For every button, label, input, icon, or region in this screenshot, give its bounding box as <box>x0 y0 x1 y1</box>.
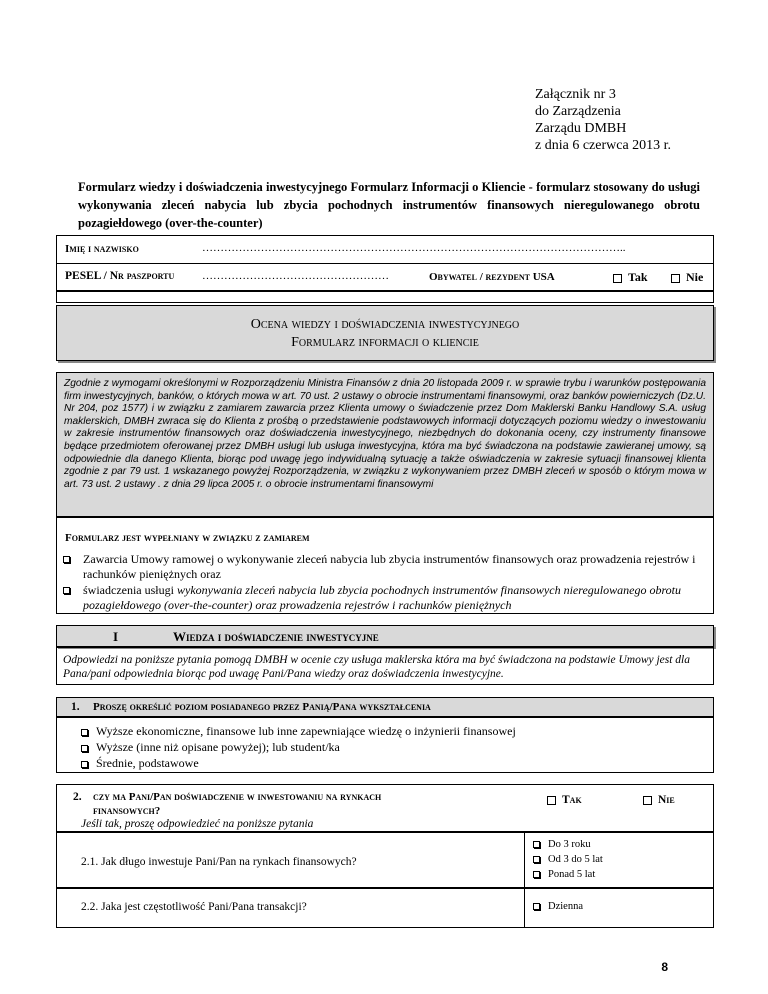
name-label: Imię i nazwisko <box>65 243 139 255</box>
purpose-option-1-text: Zawarcia Umowy ramowej o wykonywanie zleceń nabycia lub zbycia instrumentów finansowych oraz prowadzenia rejestrów i rachunków pieniężnych oraz <box>83 552 696 581</box>
pesel-label-text: PESEL / Nr paszportu <box>65 270 175 282</box>
section-1-title: Wiedza i doświadczenie inwestycyjne <box>173 629 379 644</box>
identity-table <box>56 235 714 291</box>
checkbox-icon[interactable] <box>643 796 652 805</box>
checkbox-icon[interactable] <box>547 796 556 805</box>
q1-header <box>56 697 714 717</box>
checkbox-icon[interactable] <box>533 903 540 910</box>
q1-option[interactable] <box>81 756 199 771</box>
heading-line-1: Ocena wiedzy i doświadczenia inwestycyjnego <box>250 317 520 332</box>
usa-label: Obywatel / rezydent USA <box>429 271 555 283</box>
page-number: 8 <box>661 960 668 974</box>
checkbox-icon[interactable] <box>81 761 88 768</box>
purpose-option-2-start: świadczenia usługi <box>83 583 177 597</box>
assessment-heading <box>56 305 714 361</box>
heading-line-2: Formularz informacji o kliencie <box>291 335 479 350</box>
q2-1-options <box>524 832 714 888</box>
annex-line: Zarządu DMBH <box>535 121 627 136</box>
q2-1-question <box>56 832 525 888</box>
pesel-row <box>57 264 713 290</box>
q1-option-label: Wyższe ekonomiczne, finansowe lub inne zapewniające wiedzę o inżynierii finansowej <box>96 724 516 738</box>
purpose-option-1[interactable] <box>63 552 703 582</box>
purpose-heading: Formularz jest wypełniany w związku z zamiarem <box>65 532 310 544</box>
q1-option[interactable] <box>81 724 516 739</box>
q2-text-line-2: finansowych? <box>93 805 161 817</box>
annex-block <box>535 86 671 154</box>
annex-line: z dnia 6 czerwca 2013 r. <box>535 138 672 153</box>
usa-no-label: Nie <box>686 270 704 284</box>
document-title: Formularz wiedzy i doświadczenia inwestycyjnego Formularz Informacji o Kliencie - formularz stosowany do usługi wykonywania zleceń nabycia lub zbycia pochodnych instrumentów finansowych nieregulowanego obrotu pozagiełdowego (over-the-counter) <box>78 180 700 230</box>
purpose-option-2-text <box>83 583 703 613</box>
q2-1-text: 2.1. Jak długo inwestuje Pani/Pan na rynkach finansowych? <box>81 856 357 868</box>
checkbox-icon[interactable] <box>533 841 540 848</box>
legal-notice: Zgodnie z wymogami określonymi w Rozporządzeniu Ministra Finansów z dnia 20 listopada 2009 r. w sprawie trybu i warunków postępowania firm inwestycyjnych, banków, o których mowa w art. 70 ust. 2 ustawy o obrocie instrumentami finansowymi, oraz banków powierniczych (Dz.U. Nr 204, poz 1577) i w związku z zamiarem zawarcia przez Klienta umowy o świadczenie przez Dom Maklerski Banku Handlowy S.A. usług maklerskich, DMBH zwraca się do Klienta z prośbą o przedstawienie podstawowych informacji dotyczących poziomu wiedzy o inwestowaniu w zakresie instrumentów finansowych oraz doświadczenia inwestycyjnego, niezbędnych do dokonania oceny, czy instrumenty finansowe będące przedmiotem oferowanej przez DMBH usługi lub usługa inwestycyjna, która ma być świadczona na podstawie zawieranej umowy, są odpowiednie dla danego Klienta, biorąc pod uwagę jego indywidualną sytuację a także oświadczenia w zakresie sytuacji finansowej klienta zgodnie z par 79 ust. 1 wskazanego powyżej Rozporządzenia, w związku z wykonywaniem przez DMBH zleceń w sposób o którym mowa w art. 73 ust. 2 ustawy . z dnia 29 lipca 2005 r. o obrocie instrumentami finansowymi <box>56 372 714 517</box>
checkbox-icon[interactable] <box>671 274 680 283</box>
q1-options <box>56 717 714 773</box>
purpose-option-2[interactable] <box>63 583 703 613</box>
pesel-field[interactable]: …………………………………………… <box>202 270 389 282</box>
q1-option-label: Wyższe (inne niż opisane powyżej); lub student/ka <box>96 740 340 754</box>
q2-1-option-label: Od 3 do 5 lat <box>548 854 603 865</box>
q2-1-option[interactable] <box>533 869 595 880</box>
q2-note: Jeśli tak, proszę odpowiedzieć na poniższe pytania <box>81 818 314 830</box>
section-1-number: I <box>113 629 119 644</box>
checkbox-icon[interactable] <box>81 729 88 736</box>
q2-2-options <box>524 888 714 928</box>
q2-text-line-1: czy ma Pani/Pan doświadczenie w inwestowaniu na rynkach <box>93 791 382 803</box>
q2-no-label: Nie <box>658 794 675 806</box>
usa-yes-label: Tak <box>628 270 648 284</box>
name-field[interactable]: …………………………………………………………………………………………………….. <box>202 242 626 254</box>
q2-yes-label: Tak <box>562 794 582 806</box>
q2-2-question <box>56 888 525 928</box>
pesel-label <box>65 270 174 282</box>
q1-option-label: Średnie, podstawowe <box>96 756 199 770</box>
q2-1-option[interactable] <box>533 854 603 865</box>
q2-2-text: 2.2. Jaka jest częstotliwość Pani/Pana transakcji? <box>81 901 307 913</box>
q2-1-option-label: Ponad 5 lat <box>548 869 596 880</box>
section-1-intro: Odpowiedzi na poniższe pytania pomogą DMBH w ocenie czy usługa maklerska która ma być świadczona na podstawie Umowy jest dla Pana/pani odpowiednia biorąc pod uwagę Pani/Pana wiedzy oraz doświadczenia inwestycyjne. <box>56 647 714 685</box>
section-1-header <box>56 625 714 647</box>
name-row <box>57 236 713 264</box>
checkbox-icon[interactable] <box>81 745 88 752</box>
q2-2-option[interactable] <box>533 901 583 912</box>
purpose-option-2-italic: wykonywania zleceń nabycia lub zbycia pochodnych instrumentów finansowych nieregulowanego obrotu pozagiełdowego (over-the-counter) oraz prowadzenia rejestrów i rachunków pieniężnych <box>83 583 682 612</box>
spacer-row <box>56 291 714 303</box>
annex-line: do Zarządzenia <box>535 104 621 119</box>
checkbox-icon[interactable] <box>63 556 70 563</box>
q1-text: Proszę określić poziom posiadanego przez Panią/Pana wykształcenia <box>93 701 431 713</box>
q2-number: 2. <box>73 791 82 803</box>
usa-yes-option[interactable] <box>613 270 648 285</box>
q2-2-option-label: Dzienna <box>548 901 583 912</box>
checkbox-icon[interactable] <box>533 856 540 863</box>
q2-yes-option[interactable] <box>547 794 582 806</box>
q1-option[interactable] <box>81 740 340 755</box>
usa-no-option[interactable] <box>671 270 703 285</box>
checkbox-icon[interactable] <box>533 871 540 878</box>
q2-1-option-label: Do 3 roku <box>548 839 591 850</box>
q2-no-option[interactable] <box>643 794 675 806</box>
annex-line: Załącznik nr 3 <box>535 87 616 102</box>
q2-header <box>56 784 714 832</box>
purpose-box <box>56 517 714 614</box>
q1-number: 1. <box>71 701 80 713</box>
checkbox-icon[interactable] <box>613 274 622 283</box>
checkbox-icon[interactable] <box>63 587 70 594</box>
q2-1-option[interactable] <box>533 839 591 850</box>
